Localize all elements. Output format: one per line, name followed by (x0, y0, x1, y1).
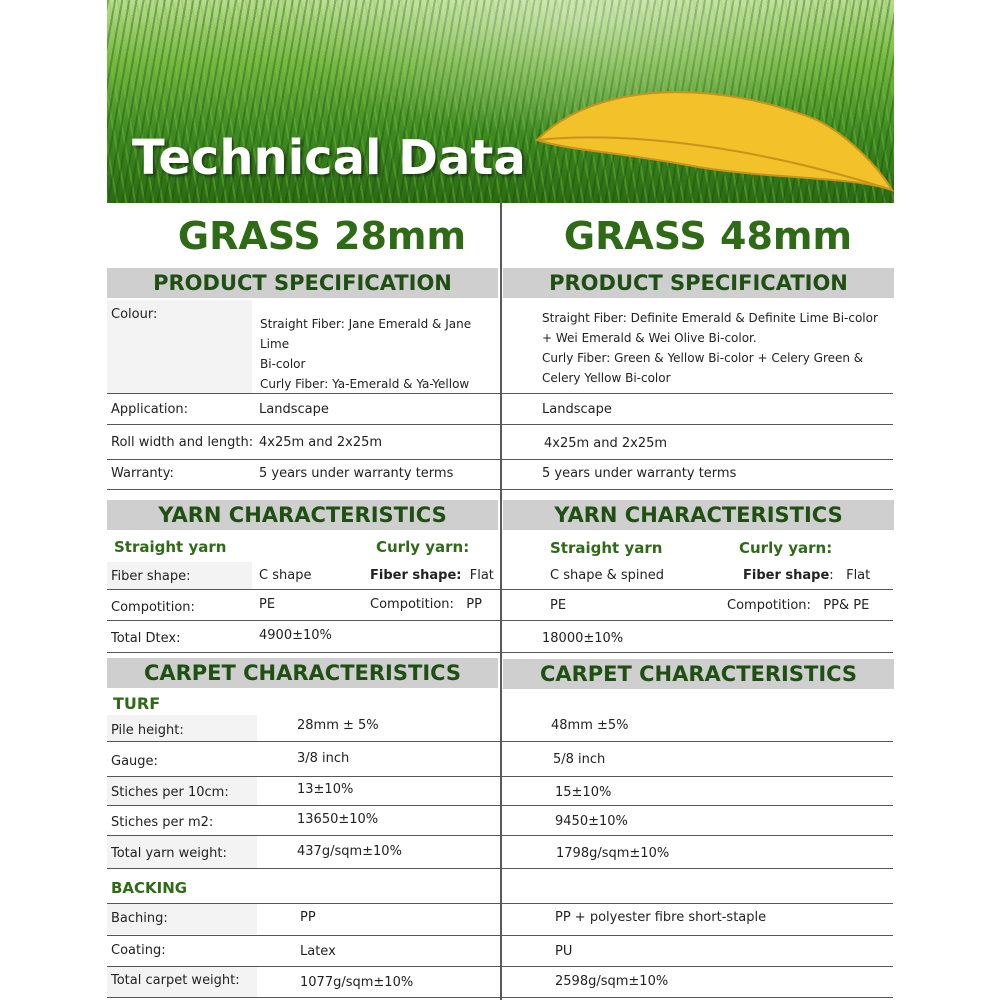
left-straight-yarn-label: Straight yarn (114, 538, 227, 556)
left-colour-line: Curly Fiber: Ya-Emerald & Ya-Yellow (260, 377, 470, 391)
left-curly-composition (370, 597, 482, 612)
left-baching-value: PP (300, 910, 316, 925)
row-separator (107, 620, 893, 621)
right-stiches-10cm-value: 15±10% (555, 785, 612, 800)
right-curly-composition-value: PP& PE (823, 598, 870, 613)
stiches-10cm-label: Stiches per 10cm: (111, 785, 229, 800)
row-separator (107, 935, 893, 936)
right-colour-line: Straight Fiber: Definite Emerald & Definite Lime Bi-color (542, 311, 878, 325)
left-curly-fiber-shape (370, 568, 494, 583)
grass-banner-image (107, 0, 894, 203)
right-grass-title: GRASS 48mm (563, 214, 853, 258)
right-colour-line: Celery Yellow Bi-color (542, 371, 671, 385)
application-label: Application: (111, 402, 189, 417)
left-colour-line: Bi-color (260, 357, 306, 371)
column-divider (500, 203, 502, 1000)
left-curly-fiber-shape-label: Fiber shape: (370, 568, 462, 583)
right-curly-fiber-shape-label: Fiber shape (743, 568, 830, 583)
fiber-shape-label: Fiber shape: (111, 569, 191, 584)
left-roll-value: 4x25m and 2x25m (259, 435, 383, 450)
right-curly-fiber-shape-colon: : (829, 568, 834, 583)
stiches-m2-label: Stiches per m2: (111, 815, 214, 830)
backing-section-label: BACKING (111, 879, 188, 897)
right-curly-fiber-shape (743, 568, 870, 583)
left-yarn-weight-value: 437g/sqm±10% (297, 844, 402, 859)
right-yarn-weight-value: 1798g/sqm±10% (556, 846, 670, 861)
left-curly-composition-label: Compotition: (370, 597, 454, 612)
autumn-leaf-icon (517, 80, 894, 200)
right-gauge-value: 5/8 inch (553, 752, 606, 767)
right-curly-composition (727, 598, 869, 613)
baching-label: Baching: (111, 911, 168, 926)
row-separator (107, 459, 893, 460)
row-separator (107, 741, 893, 742)
row-separator (107, 652, 893, 653)
composition-label: Compotition: (111, 600, 195, 615)
left-curly-composition-value: PP (466, 597, 482, 612)
right-curly-composition-label: Compotition: (727, 598, 811, 613)
right-colour-value (542, 308, 892, 388)
left-colour-value (260, 314, 495, 394)
left-grass-title: GRASS 28mm (177, 214, 467, 258)
left-dtex-value: 4900±10% (259, 628, 332, 643)
left-curly-yarn-label: Curly yarn: (376, 538, 470, 556)
right-application-value: Landscape (542, 402, 612, 417)
left-coating-value: Latex (300, 944, 336, 959)
carpet-weight-label: Total carpet weight: (111, 973, 240, 988)
left-application-value: Landscape (259, 402, 329, 417)
row-separator (107, 489, 893, 490)
left-gauge-value: 3/8 inch (297, 751, 350, 766)
left-pile-value: 28mm ± 5% (297, 718, 379, 733)
left-composition-value: PE (259, 597, 276, 612)
left-fiber-shape-value: C shape (259, 568, 312, 583)
pile-label: Pile height: (111, 723, 184, 738)
left-carpet-weight-value: 1077g/sqm±10% (300, 975, 414, 990)
right-product-spec-header: PRODUCT SPECIFICATION (503, 268, 894, 298)
right-curly-yarn-label: Curly yarn: (739, 539, 833, 557)
row-separator (107, 393, 893, 394)
colour-label: Colour: (111, 307, 158, 322)
right-colour-line: Curly Fiber: Green & Yellow Bi-color + Celery Green & (542, 351, 864, 365)
row-separator (107, 805, 893, 806)
page-title: Technical Data (132, 130, 526, 186)
warranty-label: Warranty: (111, 466, 174, 481)
right-dtex-value: 18000±10% (542, 631, 624, 646)
left-curly-fiber-shape-value: Flat (469, 568, 494, 583)
right-roll-value: 4x25m and 2x25m (544, 436, 668, 451)
right-curly-fiber-shape-value: Flat (846, 568, 871, 583)
dtex-label: Total Dtex: (111, 631, 181, 646)
turf-section-label: TURF (113, 694, 161, 713)
right-coating-value: PU (555, 944, 573, 959)
left-stiches-m2-value: 13650±10% (297, 812, 379, 827)
right-carpet-header: CARPET CHARACTERISTICS (503, 659, 894, 689)
coating-label: Coating: (111, 943, 166, 958)
right-carpet-weight-value: 2598g/sqm±10% (555, 974, 669, 989)
right-stiches-m2-value: 9450±10% (555, 814, 628, 829)
roll-label: Roll width and length: (111, 435, 254, 450)
left-warranty-value: 5 years under warranty terms (259, 466, 454, 481)
right-fiber-shape-value: C shape & spined (550, 568, 664, 583)
left-stiches-10cm-value: 13±10% (297, 782, 354, 797)
left-colour-line: Straight Fiber: Jane Emerald & Jane Lime (260, 317, 472, 351)
right-pile-value: 48mm ±5% (551, 718, 629, 733)
right-colour-line: + Wei Emerald & Wei Olive Bi-color. (542, 331, 757, 345)
row-separator (107, 424, 893, 425)
row-separator (107, 589, 893, 590)
yarn-weight-label: Total yarn weight: (111, 846, 227, 861)
right-warranty-value: 5 years under warranty terms (542, 466, 737, 481)
left-carpet-header: CARPET CHARACTERISTICS (107, 658, 498, 688)
left-yarn-header: YARN CHARACTERISTICS (107, 500, 498, 530)
right-yarn-header: YARN CHARACTERISTICS (503, 500, 894, 530)
row-separator (107, 997, 893, 998)
right-baching-value: PP + polyester fibre short-staple (555, 910, 767, 925)
right-straight-yarn-label: Straight yarn (550, 539, 663, 557)
right-composition-value: PE (550, 598, 567, 613)
row-separator (107, 868, 893, 869)
left-product-spec-header: PRODUCT SPECIFICATION (107, 268, 498, 298)
gauge-label: Gauge: (111, 754, 158, 769)
